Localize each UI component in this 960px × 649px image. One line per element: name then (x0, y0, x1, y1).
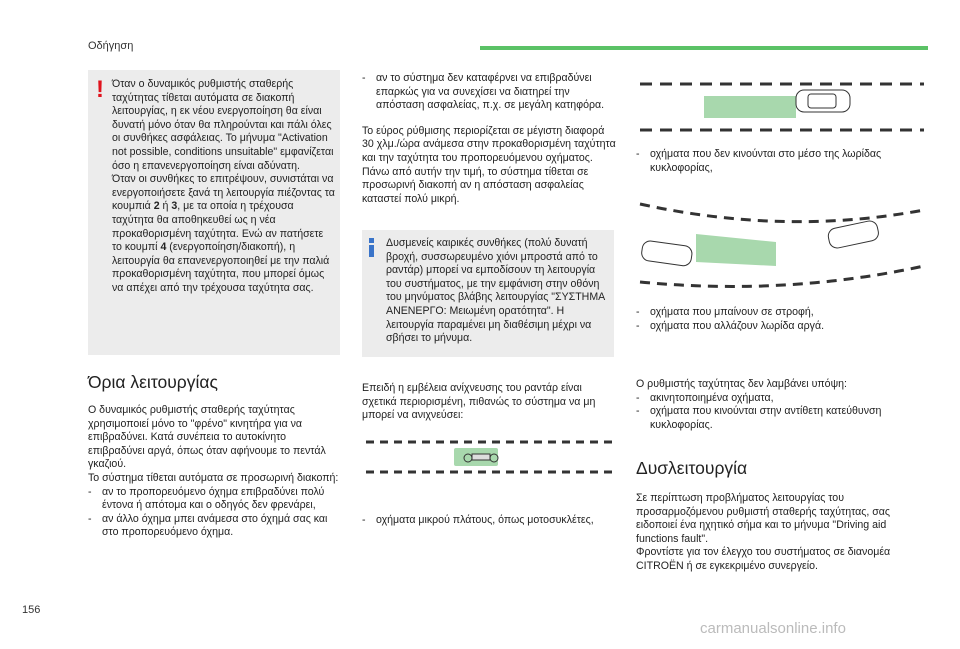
list-item: - οχήματα που δεν κινούνται στο μέσο της λωρίδας κυκλοφορίας, (636, 148, 928, 175)
list-item: - οχήματα που αλλάζουν λωρίδα αργά. (636, 320, 928, 334)
list-item: - οχήματα που κινούνται στην αντίθετη κατεύθυνση κυκλοφορίας. (636, 405, 928, 432)
section-accent-bar (480, 46, 928, 50)
limits-text (88, 404, 344, 540)
list-item: - οχήματα μικρού πλάτους, όπως μοτοσυκλέτες, (362, 514, 616, 528)
radar-zone (704, 96, 796, 118)
info-box (362, 230, 614, 357)
malfunction-paragraph-2: Φροντίστε για τον έλεγχο του συστήματος σε διανομέα CITROËN ή σε εγκεκριμένο συνεργείο. (636, 546, 891, 572)
off-center-illustration (636, 78, 928, 138)
section-title: Οδήγηση (88, 40, 134, 52)
warning-paragraph-2: Όταν οι συνθήκες το επιτρέψουν, συνιστάται να ενεργοποιήσετε ξανά τη λειτουργία πιέζοντας τα κουμπιά 2 ή 3, με τα οποία η τρέχουσα ταχύτητα θα αποθηκευθεί ως η νέα προκαθορισμένη ταχύτητα. Ενώ αν πατήσετε το κουμπί 4 (ενεργοποίηση/διακοπή), η λειτουργία θα επανενεργοποιηθεί με την παλιά προκαθορισμένη ταχύτητα, που μπορεί όμως να απέχει από την τρέχουσα ταχύτητα σας. (112, 173, 335, 294)
list-item: - οχήματα που μπαίνουν σε στροφή, (636, 306, 928, 320)
right-text-2 (636, 306, 928, 333)
ignores-paragraph: Ο ρυθμιστής ταχύτητας δεν λαμβάνει υπόψη: (636, 378, 847, 390)
radar-paragraph (362, 382, 616, 423)
warning-box (88, 70, 340, 355)
list-item: - αν το σύστημα δεν καταφέρνει να επιβραδύνει επαρκώς για να συνεχίσει να διατηρεί την απόσταση ασφαλείας, π.χ. σε μεγάλη κατηφόρα. (362, 72, 616, 113)
right-text-1 (636, 148, 928, 175)
limits-paragraph-2: Το σύστημα τίθεται αυτόματα σε προσωρινή διακοπή: (88, 471, 339, 484)
list-item: - αν άλλο όχημα μπει ανάμεσα στο όχημά σας και στο προπορευόμενο όχημα. (88, 513, 344, 540)
page-number: 156 (22, 604, 41, 616)
malfunction-heading: Δυσλειτουργία (636, 458, 748, 478)
radar-text: Επειδή η εμβέλεια ανίχνευσης του ραντάρ είναι σχετικά περιορισμένη, πιθανώς το σύστημα να μη μπορεί να ανιχνεύσει: (362, 382, 596, 422)
limits-heading: Όρια λειτουργίας (88, 372, 218, 392)
warning-text (112, 78, 336, 296)
car-icon (796, 90, 850, 112)
limits-paragraph-1: Ο δυναμικός ρυθμιστής σταθερής ταχύτητας χρησιμοποιεί μόνο το "φρένο" κινητήρα για να επιβραδύνει. Κατά συνέπεια το αυτοκίνητο επιβραδύνει αργά, όπως όταν αφήνουμε το πεντάλ γκαζιού. (88, 404, 326, 471)
info-text: Δυσμενείς καιρικές συνθήκες (πολύ δυνατή βροχή, συσσωρευμένο χιόνι μπροστά από το ραντάρ) μπορεί να εμποδίσουν τη λειτουργία του συστήματος, με την εμφάνιση στην οθόνη του μηνύματος βλάβης λειτουργίας "ΣΥΣΤΗΜΑ ΑΝΕΝΕΡΓΟ: Μειωμένη ορατότητα". Η λειτουργία παραμένει μη διαθέσιμη μέχρι να σβήσει το μήνυμα. (386, 237, 605, 345)
list-item: - αν το προπορευόμενο όχημα επιβραδύνει πολύ έντονα ή απότομα και ο οδηγός δεν φρενάρει, (88, 486, 344, 513)
malfunction-text (636, 492, 928, 574)
watermark: carmanualsonline.info (700, 620, 846, 637)
motorcycle-illustration (364, 438, 614, 478)
car-icon (827, 220, 880, 250)
range-paragraph: Το εύρος ρύθμισης περιορίζεται σε μέγιστη διαφορά 30 χλμ./ώρα ανάμεσα στην προκαθορισμένη ταχύτητα και την ταχύτητα του προπορευόμενου οχήματος. Πάνω από αυτήν την τιμή, το σύστημα τίθεται σε προσωρινή διακοπή αν η απόσταση ασφαλείας καταστεί πολύ μικρή. (362, 124, 616, 205)
warning-paragraph-1: Όταν ο δυναμικός ρυθμιστής σταθερής ταχύτητας τίθεται αυτόματα σε διακοπή λειτουργίας, η εκ νέου ενεργοποίηση θα είναι δυνατή μόνο όταν θα πληρούνται και πάλι όλες οι συνθήκες ασφάλειας. Το μήνυμα "Activation not possible, conditions unsuitable" εμφανίζεται όσο η επανενεργοποίηση είναι αδύνατη. (112, 78, 334, 172)
info-icon (369, 238, 375, 254)
right-text-3 (636, 378, 928, 432)
list-item: - ακινητοποιημένα οχήματα, (636, 392, 928, 406)
middle-text-top (362, 72, 616, 206)
car-icon (641, 240, 693, 267)
curve-illustration (636, 196, 928, 288)
warning-icon: ! (96, 76, 104, 103)
motorcycle-caption (362, 514, 616, 528)
radar-zone (696, 234, 776, 266)
malfunction-paragraph-1: Σε περίπτωση προβλήματος λειτουργίας του προσαρμοζόμενου ρυθμιστή σταθερής ταχύτητας, σας ειδοποιεί ένα ηχητικό σήμα και το μήνυμα "Driving aid functions fault". (636, 492, 891, 545)
